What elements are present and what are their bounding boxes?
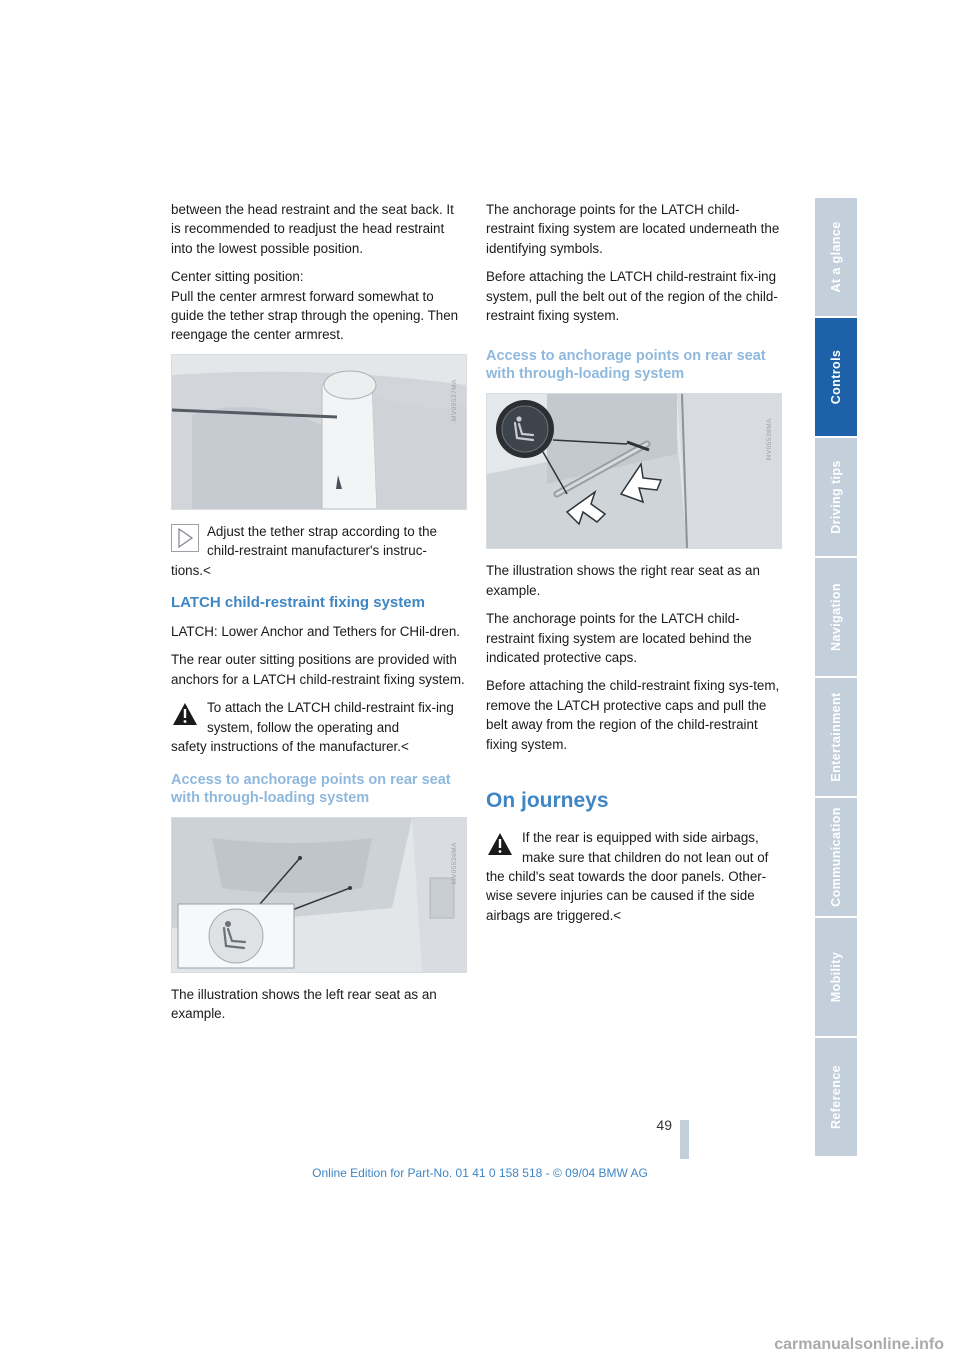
figure-left-rear-seat: [171, 817, 467, 973]
tab-communication[interactable]: [815, 798, 857, 916]
paragraph: Before attaching the LATCH child-restraint fix-ing system, pull the belt out of the region of the child-restraint fixing system.: [486, 269, 778, 324]
figure-code: MV05536MA: [450, 841, 458, 884]
note-text: Adjust the tether strap according to the child-restraint manufacturer's instruc-: [207, 523, 438, 559]
warning-triangle-icon: [486, 830, 514, 858]
right-rear-seat-illustration: [487, 394, 781, 548]
warning-text: If the rear is equipped with side airbags, make sure that children do not lean out of: [522, 830, 769, 865]
watermark: carmanualsonline.info: [774, 1336, 944, 1353]
paragraph: The illustration shows the right rear seat as an example.: [486, 563, 760, 598]
warning-side-airbags: [486, 828, 782, 925]
tab-label: Reference: [829, 1064, 843, 1130]
paragraph: The anchorage points for the LATCH child-restraint fixing system are located underneath the identifying symbols.: [486, 202, 780, 256]
figure-code: MV05538MA: [765, 418, 773, 461]
heading-on-journeys: On journeys: [486, 789, 609, 813]
heading-access-left: Access to anchorage points on rear seat with through-loading system: [171, 771, 451, 806]
warning-latch-attach: [171, 698, 467, 756]
triangle-note-icon: [171, 524, 199, 552]
paragraph: LATCH: Lower Anchor and Tethers for CHil-dren.: [171, 624, 461, 640]
tab-label: Communication: [829, 807, 843, 907]
paragraph-label: Center sitting position:: [171, 269, 304, 285]
paragraph: The anchorage points for the LATCH child-restraint fixing system are located behind the indicated protective caps.: [486, 611, 752, 666]
footer-edition: Online Edition for Part-No. 01 41 0 158 518 - © 09/04 BMW AG: [312, 1166, 648, 1180]
warning-triangle-icon: [171, 700, 199, 728]
warning-text-continued: safety instructions of the manufacturer.<: [171, 739, 409, 755]
tab-label: Navigation: [829, 583, 843, 651]
paragraph: The rear outer sitting positions are provided with anchors for a LATCH child-restraint fixing system.: [171, 652, 465, 687]
tab-driving-tips[interactable]: [815, 438, 857, 556]
tab-label: Mobility: [829, 951, 843, 1003]
paragraph: between the head restraint and the seat back. It is recommended to readjust the head restraint into the lowest possible position.: [171, 202, 454, 256]
left-column: [171, 200, 467, 1032]
center-armrest-illustration: [172, 355, 466, 509]
tab-label: Entertainment: [829, 692, 843, 782]
paragraph-text: Pull the center armrest forward somewhat to guide the tether strap through the opening. Then reengage the center armrest.: [171, 288, 459, 343]
warning-text: To attach the LATCH child-restraint fix-ing system, follow the operating and: [207, 700, 454, 735]
tab-controls[interactable]: [815, 318, 857, 436]
page-number: 49: [656, 1117, 672, 1133]
tab-label: Driving tips: [829, 460, 843, 534]
heading-access-right: Access to anchorage points on rear seat with through-loading system: [486, 348, 766, 383]
right-column: [486, 200, 782, 934]
figure-center-armrest: [171, 354, 467, 510]
tab-navigation[interactable]: [815, 558, 857, 676]
tab-label: Controls: [829, 349, 843, 405]
paragraph: Before attaching the child-restraint fixing sys-tem, remove the LATCH protective caps and pull the belt away from the region of the child-restraint fixing system.: [486, 678, 780, 752]
figure-right-rear-seat: [486, 393, 782, 549]
paragraph: The illustration shows the left rear seat as an example.: [171, 986, 437, 1021]
warning-text-continued: the child's seat towards the door panels. Other-wise severe injuries can be caused if the side airbags are triggered.<: [486, 868, 767, 923]
note-tether-strap: [171, 522, 467, 580]
paragraph: [171, 267, 467, 345]
figure-code: MV05537MA: [450, 378, 458, 421]
tab-mobility[interactable]: [815, 918, 857, 1036]
tab-label: At a glance: [829, 221, 843, 293]
tab-reference[interactable]: [815, 1038, 857, 1156]
left-rear-seat-illustration: [172, 818, 466, 972]
tab-at-a-glance[interactable]: [815, 198, 857, 316]
tab-entertainment[interactable]: [815, 678, 857, 796]
heading-latch-system: LATCH child-restraint fixing system: [171, 594, 425, 612]
note-text-continued: tions.<: [171, 562, 211, 578]
page-number-bar: [680, 1120, 689, 1159]
section-tabs: [815, 198, 857, 1160]
